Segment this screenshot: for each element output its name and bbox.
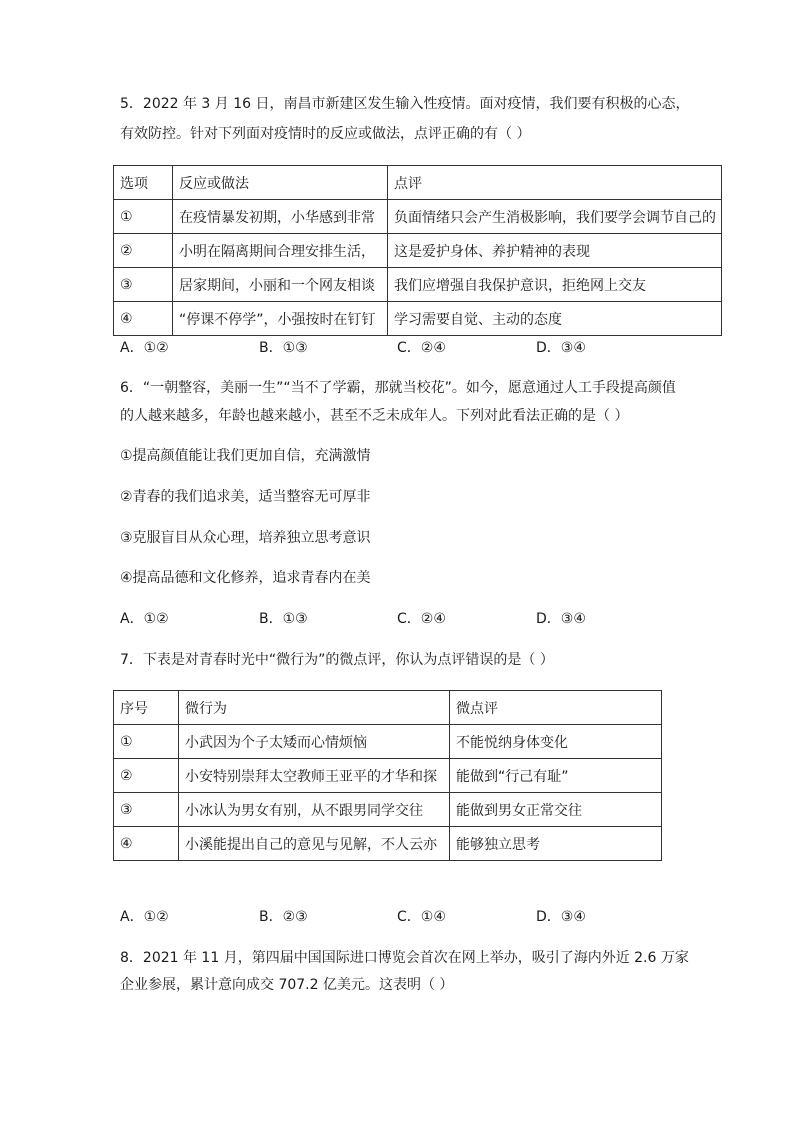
table-cell: 我们应增强自我保护意识，拒绝网上交友 (388, 268, 722, 302)
table-cell: 学习需要自觉、主动的态度 (388, 302, 722, 336)
option-c[interactable]: C．②④ (397, 611, 446, 627)
q7-stem: 7．下表是对青春时光中“微行为”的微点评，你认为点评错误的是（ ） (120, 652, 554, 668)
table-header-cell: 序号 (114, 691, 179, 725)
table-header-row (114, 691, 662, 725)
table-row (114, 725, 662, 759)
table-cell: 小武因为个子太矮而心情烦恼 (179, 725, 450, 759)
table-cell: 能做到“行己有耻” (450, 759, 662, 793)
option-d[interactable]: D．③④ (536, 909, 586, 925)
table-row (114, 268, 722, 302)
table-cell: 这是爱护身体、养护精神的表现 (388, 234, 722, 268)
table-cell: ④ (114, 302, 173, 336)
table-header-cell: 反应或做法 (173, 166, 388, 200)
q8-stem-line-1: 8．2021 年 11 月，第四届中国国际进口博览会首次在网上举办，吸引了海内外近 2.6 万家 (120, 950, 689, 966)
table-cell: ④ (114, 827, 179, 861)
table-header-cell: 点评 (388, 166, 722, 200)
table-header-cell: 选项 (114, 166, 173, 200)
q6-options (120, 609, 720, 629)
option-a[interactable]: A．①② (120, 909, 169, 925)
table-cell: 在疫情暴发初期，小华感到非常 (173, 200, 388, 234)
q6-stem-line-1: 6．“一朝整容，美丽一生”“当不了学霸，那就当校花”。如今，愿意通过人工手段提高颜值 (120, 380, 676, 396)
table-row (114, 302, 722, 336)
table-header-cell: 微行为 (179, 691, 450, 725)
table-cell: ① (114, 200, 173, 234)
table-row (114, 759, 662, 793)
table-cell: ② (114, 759, 179, 793)
table-cell: “停课不停学”，小强按时在钉钉 (173, 302, 388, 336)
option-d[interactable]: D．③④ (536, 611, 586, 627)
q6-statement-4: ④提高品德和文化修养，追求青春内在美 (120, 570, 371, 586)
q6-statement-2: ②青春的我们追求美，适当整容无可厚非 (120, 489, 371, 505)
table-cell: 居家期间，小丽和一个网友相谈 (173, 268, 388, 302)
table-header-cell: 微点评 (450, 691, 662, 725)
table-cell: 小明在隔离期间合理安排生活， (173, 234, 388, 268)
table-row (114, 200, 722, 234)
table-cell: 不能悦纳身体变化 (450, 725, 662, 759)
q6-stem-line-2: 的人越来越多，年龄也越来越小，甚至不乏未成年人。下列对此看法正确的是（ ） (120, 408, 629, 424)
table-row (114, 234, 722, 268)
q5-stem-line-1: 5．2022 年 3 月 16 日，南昌市新建区发生输入性疫情。面对疫情，我们要有积极的心态， (120, 96, 690, 112)
table-cell: 小安特别崇拜太空教师王亚平的才华和探 (179, 759, 450, 793)
q8-stem-line-2: 企业参展，累计意向成交 707.2 亿美元。这表明（ ） (120, 977, 454, 993)
option-b[interactable]: B．①③ (259, 340, 308, 356)
table-cell: ② (114, 234, 173, 268)
option-a[interactable]: A．①② (120, 340, 169, 356)
table-cell: ③ (114, 793, 179, 827)
table-cell: 能够独立思考 (450, 827, 662, 861)
option-c[interactable]: C．②④ (397, 340, 446, 356)
option-d[interactable]: D．③④ (536, 340, 586, 356)
q7-options (120, 907, 720, 927)
q5-options (120, 338, 720, 358)
table-cell: ① (114, 725, 179, 759)
table-cell: ③ (114, 268, 173, 302)
q6-statement-1: ①提高颜值能让我们更加自信，充满激情 (120, 448, 371, 464)
table-cell: 小冰认为男女有别，从不跟男同学交往 (179, 793, 450, 827)
table-cell: 能做到男女正常交往 (450, 793, 662, 827)
table-cell: 负面情绪只会产生消极影响，我们要学会调节自己的 (388, 200, 722, 234)
table-row (114, 827, 662, 861)
q6-statement-3: ③克服盲目从众心理，培养独立思考意识 (120, 530, 371, 546)
option-a[interactable]: A．①② (120, 611, 169, 627)
table-row (114, 793, 662, 827)
table-header-row (114, 166, 722, 200)
table-cell: 小溪能提出自己的意见与见解，不人云亦 (179, 827, 450, 861)
q7-table (113, 690, 662, 861)
q5-stem-line-2: 有效防控。针对下列面对疫情时的反应或做法，点评正确的有（ ） (120, 126, 531, 142)
option-c[interactable]: C．①④ (397, 909, 446, 925)
option-b[interactable]: B．②③ (259, 909, 308, 925)
option-b[interactable]: B．①③ (259, 611, 308, 627)
q5-table (113, 165, 722, 336)
